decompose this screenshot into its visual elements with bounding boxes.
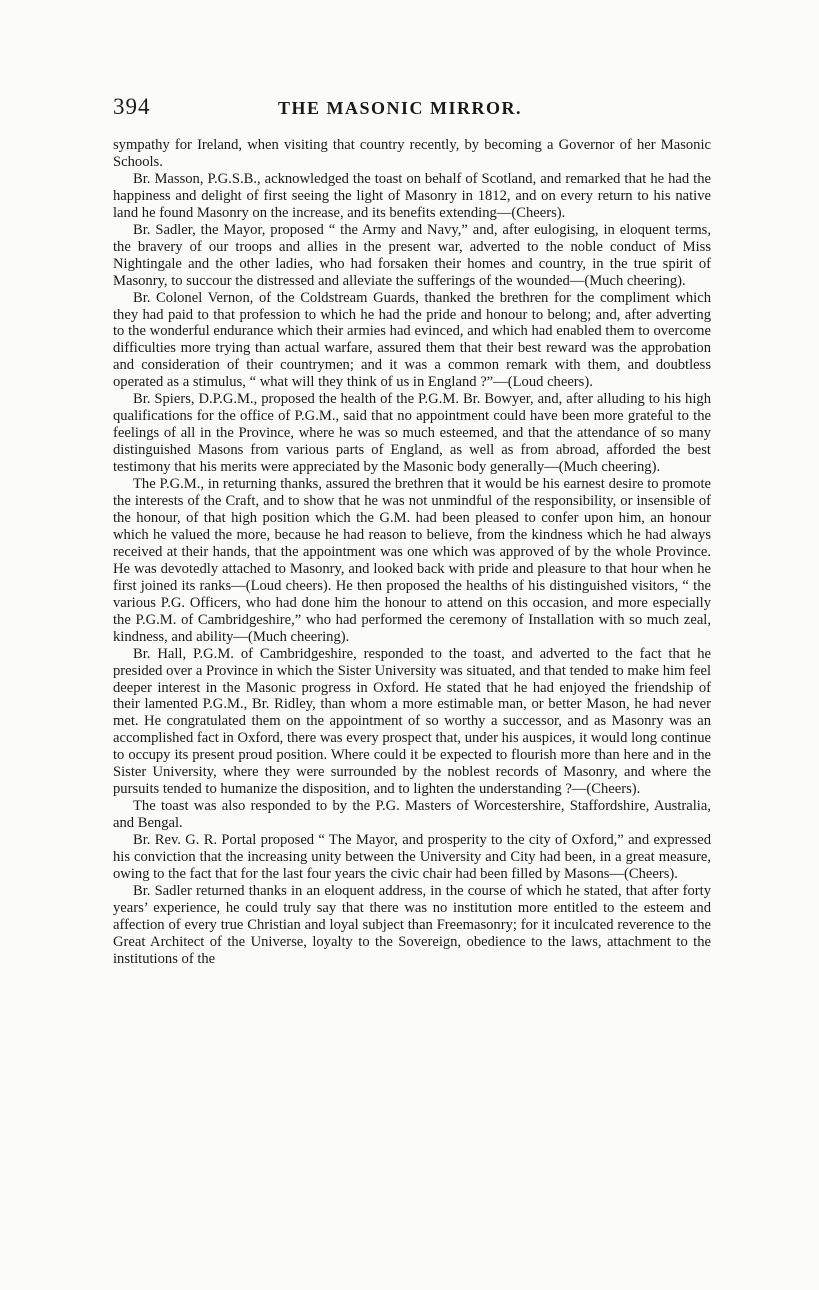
paragraph: Br. Masson, P.G.S.B., acknowledged the toast on behalf of Scotland, and remarked that he had the happiness and delight of first seeing the light of Masonry in 1812, and on every return to his native land he found Masonry on the increase, and its benefits extending—(Cheers). (113, 170, 711, 221)
running-head (113, 92, 713, 122)
paragraph: Br. Sadler, the Mayor, proposed “ the Army and Navy,” and, after eulogising, in eloquent terms, the bravery of our troops and allies in the present war, adverted to the noble conduct of Miss Nightingale and the other ladies, who had forsaken their homes and country, in the true spirit of Masonry, to succour the distressed and alleviate the sufferings of the wounded—(Much cheering). (113, 221, 711, 289)
page-number: 394 (113, 94, 151, 119)
paragraph: sympathy for Ireland, when visiting that country recently, by becoming a Governor of her Masonic Schools. (113, 137, 711, 170)
paragraph: Br. Sadler returned thanks in an eloquent address, in the course of which he stated, that after forty years’ experience, he could truly say that there was no institution more entitled to the esteem and affection of every true Christian and loyal subject than Freemasonry; for it inculcated reverence to the Great Architect of the Universe, loyalty to the Sovereign, obedience to the laws, attachment to the institutions of the (113, 882, 711, 967)
paragraph: Br. Rev. G. R. Portal proposed “ The Mayor, and prosperity to the city of Oxford,” and expressed his conviction that the increasing unity between the University and City had been, in a great measure, owing to the fact that for the last four years the civic chair had been filled by Masons—(Cheers). (113, 832, 711, 882)
paragraph: The toast was also responded to by the P.G. Masters of Worcestershire, Staffordshire, Australia, and Bengal. (113, 798, 711, 832)
paragraph: The P.G.M., in returning thanks, assured the brethren that it would be his earnest desire to promote the interests of the Craft, and to show that he was not unmindful of the responsibility, or insensible of the honour, of that high position which the G.M. had been pleased to confer upon him, an honour which he valued the more, because he had reason to believe, from the kindness which he had always received at their hands, that the appointment was one which was approved of by the whole Province. He was devotedly attached to Masonry, and looked back with pride and pleasure to that hour when he first joined its ranks—(Loud cheers). He then proposed the healths of his distinguished visitors, “ the various P.G. Officers, who had done him the honour to attend on this occasion, and more especially the P.G.M. of Cambridgeshire,” who had performed the ceremony of Installation with so much zeal, kindness, and ability—(Much cheering). (113, 476, 711, 645)
paragraph: Br. Colonel Vernon, of the Coldstream Guards, thanked the brethren for the compliment which they had paid to that profession to which he had the pride and honour to belong; and, after adverting to the wonderful endurance which their armies had evinced, and which had enabled them to overcome difficulties more trying than actual warfare, assured them that their best reward was the approbation and consideration of their countrymen; and it was a common remark with them, and doubtless operated as a stimulus, “ what will they think of us in England ?”—(Loud cheers). (113, 289, 711, 391)
paragraph: Br. Spiers, D.P.G.M., proposed the health of the P.G.M. Br. Bowyer, and, after alluding to his high qualifications for the office of P.G.M., said that no appointment could have been more grateful to the feelings of all in the Province, where he was so much esteemed, and that the attendance of so many distinguished Masons from various parts of England, as well as from abroad, afforded the best testimony that his merits were appreciated by the Masonic body generally—(Much cheering). (113, 391, 711, 476)
paragraph: Br. Hall, P.G.M. of Cambridgeshire, responded to the toast, and adverted to the fact that he presided over a Province in which the Sister University was situated, and that tended to make him feel deeper interest in the Masonic progress in Oxford. He stated that he had enjoyed the friendship of their lamented P.G.M., Br. Ridley, than whom a more estimable man, or better Mason, he had never met. He congratulated them on the appointment of so worthy a successor, and as Masonry was an accomplished fact in Oxford, there was every prospect that, under his auspices, it would long continue to occupy its present proud position. Where could it be expected to flourish more than here and in the Sister University, where they were surrounded by the noblest records of Masonry, and where the pursuits tended to humanize the disposition, and to lighten the understanding ?—(Cheers). (113, 645, 711, 798)
article-body (113, 137, 711, 968)
page-title: THE MASONIC MIRROR. (278, 98, 523, 118)
